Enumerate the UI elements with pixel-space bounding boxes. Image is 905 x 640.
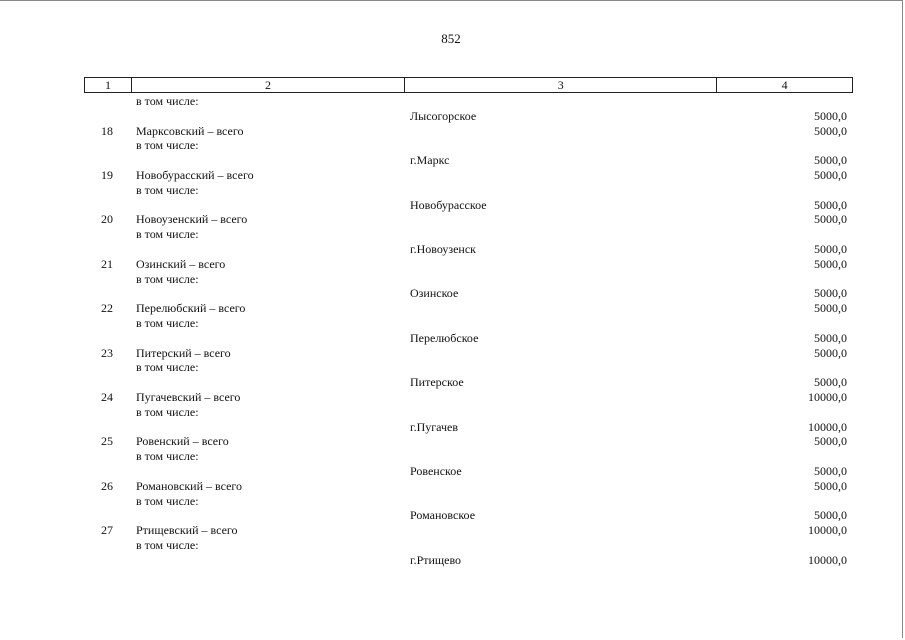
- table-row: [84, 257, 853, 272]
- amount-value: 10000,0: [808, 419, 847, 434]
- amount-value: 5000,0: [814, 153, 847, 168]
- district-name: в том числе:: [136, 227, 199, 242]
- table-row: [84, 479, 853, 494]
- settlement-name: г.Маркс: [410, 153, 450, 168]
- row-number: 21: [101, 256, 113, 271]
- row-number: 26: [101, 478, 113, 493]
- table-row: [84, 242, 853, 257]
- table-row: [84, 538, 853, 553]
- row-number: 25: [101, 434, 113, 449]
- district-name: в том числе:: [136, 271, 199, 286]
- table-row: [84, 316, 853, 331]
- settlement-name: г.Пугачев: [410, 419, 459, 434]
- settlement-name: Лысогорское: [410, 108, 477, 123]
- district-name: в том числе:: [136, 449, 199, 464]
- table-row: [84, 390, 853, 405]
- page-number: 852: [441, 31, 461, 46]
- district-name: в том числе:: [136, 360, 199, 375]
- header-col-4: 4: [716, 78, 852, 92]
- settlement-name: Питерское: [410, 375, 464, 390]
- district-name: Новоузенский – всего: [136, 212, 248, 227]
- amount-value: 5000,0: [814, 212, 847, 227]
- settlement-name: Перелюбское: [410, 330, 479, 345]
- amount-value: 5000,0: [814, 375, 847, 390]
- district-name: Новобурасский – всего: [136, 167, 254, 182]
- amount-value: 5000,0: [814, 330, 847, 345]
- table-row: [84, 331, 853, 346]
- table-row: [84, 227, 853, 242]
- table-row: [84, 434, 853, 449]
- amount-value: 5000,0: [814, 301, 847, 316]
- table-row: [84, 212, 853, 227]
- settlement-name: Романовское: [410, 508, 476, 523]
- header-col-3: 3: [404, 78, 716, 92]
- amount-value: 5000,0: [814, 508, 847, 523]
- district-name: Перелюбский – всего: [136, 301, 246, 316]
- table-row: [84, 168, 853, 183]
- table-header-row: [84, 77, 853, 93]
- table-row: [84, 124, 853, 139]
- district-name: Озинский – всего: [136, 256, 226, 271]
- table-row: [84, 464, 853, 479]
- amount-value: 5000,0: [814, 286, 847, 301]
- table-row: [84, 494, 853, 509]
- settlement-name: г.Новоузенск: [410, 241, 477, 256]
- amount-value: 5000,0: [814, 108, 847, 123]
- amount-value: 5000,0: [814, 167, 847, 182]
- district-name: Романовский – всего: [136, 478, 243, 493]
- district-name: Ртищевский – всего: [136, 523, 238, 538]
- amount-value: 5000,0: [814, 123, 847, 138]
- settlement-name: Озинское: [410, 286, 459, 301]
- table-row: [84, 553, 853, 568]
- district-name: Питерский – всего: [136, 345, 231, 360]
- table-row: [84, 183, 853, 198]
- table-row: [84, 449, 853, 464]
- table-row: [84, 109, 853, 124]
- amount-value: 5000,0: [814, 434, 847, 449]
- amount-value: 10000,0: [808, 523, 847, 538]
- settlement-name: г.Ртищево: [410, 552, 462, 567]
- amount-value: 5000,0: [814, 463, 847, 478]
- table-row: [84, 138, 853, 153]
- row-number: 18: [101, 123, 113, 138]
- district-name: в том числе:: [136, 404, 199, 419]
- table-row: [84, 508, 853, 523]
- table-row: [84, 375, 853, 390]
- settlement-name: Новобурасское: [410, 197, 487, 212]
- district-name: Марксовский – всего: [136, 123, 244, 138]
- row-number: 19: [101, 167, 113, 182]
- table-body: [84, 94, 853, 568]
- district-name: в том числе:: [136, 315, 199, 330]
- row-number: 27: [101, 523, 113, 538]
- district-name: Ровенский – всего: [136, 434, 229, 449]
- table-row: [84, 405, 853, 420]
- settlement-name: Ровенское: [410, 463, 462, 478]
- table-row: [84, 94, 853, 109]
- amount-value: 5000,0: [814, 197, 847, 212]
- table-row: [84, 198, 853, 213]
- amount-value: 10000,0: [808, 389, 847, 404]
- table-row: [84, 272, 853, 287]
- table-row: [84, 286, 853, 301]
- table-row: [84, 301, 853, 316]
- table-row: [84, 360, 853, 375]
- amount-value: 10000,0: [808, 552, 847, 567]
- district-name: в том числе:: [136, 94, 199, 108]
- district-name: в том числе:: [136, 537, 199, 552]
- district-name: в том числе:: [136, 182, 199, 197]
- row-number: 23: [101, 345, 113, 360]
- table-row: [84, 153, 853, 168]
- amount-value: 5000,0: [814, 345, 847, 360]
- district-name: Пугачевский – всего: [136, 389, 241, 404]
- table-row: [84, 346, 853, 361]
- header-col-2: 2: [131, 78, 404, 92]
- row-number: 24: [101, 389, 113, 404]
- table-row: [84, 420, 853, 435]
- row-number: 20: [101, 212, 113, 227]
- amount-value: 5000,0: [814, 241, 847, 256]
- district-name: в том числе:: [136, 493, 199, 508]
- row-number: 22: [101, 301, 113, 316]
- header-col-1: 1: [104, 77, 111, 92]
- amount-value: 5000,0: [814, 256, 847, 271]
- table-row: [84, 523, 853, 538]
- amount-value: 5000,0: [814, 478, 847, 493]
- district-name: в том числе:: [136, 138, 199, 153]
